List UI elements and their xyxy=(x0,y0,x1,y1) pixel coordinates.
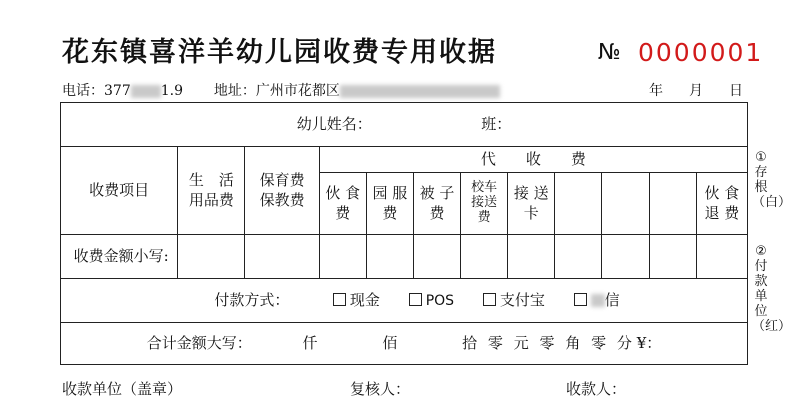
meal-fee-header: 伙 食 费 xyxy=(319,173,366,235)
copy-note-stub: ①存根（白） xyxy=(752,150,792,210)
phone-tail: 1.9 xyxy=(160,83,183,99)
payment-cell xyxy=(61,279,748,323)
phone-label: 电话： xyxy=(62,83,104,99)
amount-row xyxy=(61,235,748,279)
receipt-table xyxy=(60,102,748,365)
header-row-1 xyxy=(61,147,748,173)
class-label: 班： xyxy=(481,114,512,133)
amount-cell[interactable] xyxy=(696,235,747,279)
amount-cell[interactable] xyxy=(649,235,696,279)
day-label: 日 xyxy=(729,83,743,99)
unit-ling-1: 零 xyxy=(487,333,503,352)
unit-fen: 分 xyxy=(616,333,632,352)
bus-fee-header: 校车 接送 费 xyxy=(461,173,508,235)
contact-line xyxy=(62,80,500,100)
copy-note-payer: ②付款单位（红） xyxy=(752,244,792,334)
reviewer-label: 复核人： xyxy=(350,380,411,398)
receipt-title: 花东镇喜洋羊幼儿园收费专用收据 xyxy=(62,37,497,68)
checkbox[interactable] xyxy=(409,293,422,306)
unit-yuan: 元 xyxy=(513,333,529,352)
meal-refund-header: 伙 食 退 费 xyxy=(696,173,747,235)
amount-cell[interactable] xyxy=(508,235,555,279)
payment-option-cash[interactable]: 现金 xyxy=(333,291,380,311)
receipt-number: 0000001 xyxy=(638,38,764,67)
amount-cell[interactable] xyxy=(602,235,649,279)
payment-option-pos[interactable]: POS xyxy=(409,292,454,310)
number-symbol: № xyxy=(598,40,621,65)
unit-ling-2: 零 xyxy=(539,333,555,352)
blank-header-1 xyxy=(555,173,602,235)
amount-cell[interactable] xyxy=(366,235,413,279)
agency-fee-header: 代 收 费 xyxy=(319,147,747,173)
amount-cell[interactable] xyxy=(319,235,366,279)
amount-small-label: 收费金额小写: xyxy=(61,235,178,279)
payer-unit-label: 收款单位（盖章） xyxy=(62,380,183,398)
bedding-fee-header: 被 子 费 xyxy=(413,173,460,235)
amount-cell[interactable] xyxy=(461,235,508,279)
yuan-sign: ¥： xyxy=(636,333,662,352)
unit-shi: 拾 xyxy=(462,333,478,352)
unit-ling-3: 零 xyxy=(591,333,607,352)
address-label: 地址： xyxy=(213,83,256,99)
pickup-card-header: 接 送 卡 xyxy=(508,173,555,235)
name-cell[interactable] xyxy=(61,103,748,147)
amount-cell[interactable] xyxy=(245,235,319,279)
checkbox[interactable] xyxy=(333,293,346,306)
unit-qian: 仟 xyxy=(302,333,318,352)
address-value: 广州市花都区 xyxy=(255,83,340,99)
payment-option-alipay[interactable]: 支付宝 xyxy=(483,291,545,311)
total-cell[interactable] xyxy=(61,323,748,365)
phone-redaction xyxy=(131,85,161,98)
payment-row xyxy=(61,279,748,323)
phone-value: 377 xyxy=(104,83,131,99)
total-upper-label: 合计金额大写： xyxy=(146,333,252,352)
living-goods-header: 生 活 用品费 xyxy=(178,147,245,235)
blank-header-3 xyxy=(649,173,696,235)
amount-cell[interactable] xyxy=(413,235,460,279)
child-name-label: 幼儿姓名： xyxy=(296,114,372,133)
checkbox[interactable] xyxy=(574,293,587,306)
total-row xyxy=(61,323,748,365)
receiver-label: 收款人： xyxy=(566,380,627,398)
uniform-fee-header: 园 服 费 xyxy=(366,173,413,235)
blank-header-2 xyxy=(602,173,649,235)
fee-item-header: 收费项目 xyxy=(61,147,178,235)
wechat-redaction xyxy=(591,294,605,307)
checkbox[interactable] xyxy=(483,293,496,306)
amount-cell[interactable] xyxy=(178,235,245,279)
date-line xyxy=(636,80,756,100)
unit-bai: 佰 xyxy=(382,333,398,352)
name-row xyxy=(61,103,748,147)
address-redaction xyxy=(340,85,500,98)
care-fee-header: 保育费 保教费 xyxy=(245,147,319,235)
payment-option-wechat[interactable]: 信 xyxy=(574,291,620,311)
amount-cell[interactable] xyxy=(555,235,602,279)
unit-jiao: 角 xyxy=(565,333,581,352)
payment-label: 付款方式： xyxy=(214,290,290,309)
month-label: 月 xyxy=(689,83,703,99)
year-label: 年 xyxy=(649,83,663,99)
